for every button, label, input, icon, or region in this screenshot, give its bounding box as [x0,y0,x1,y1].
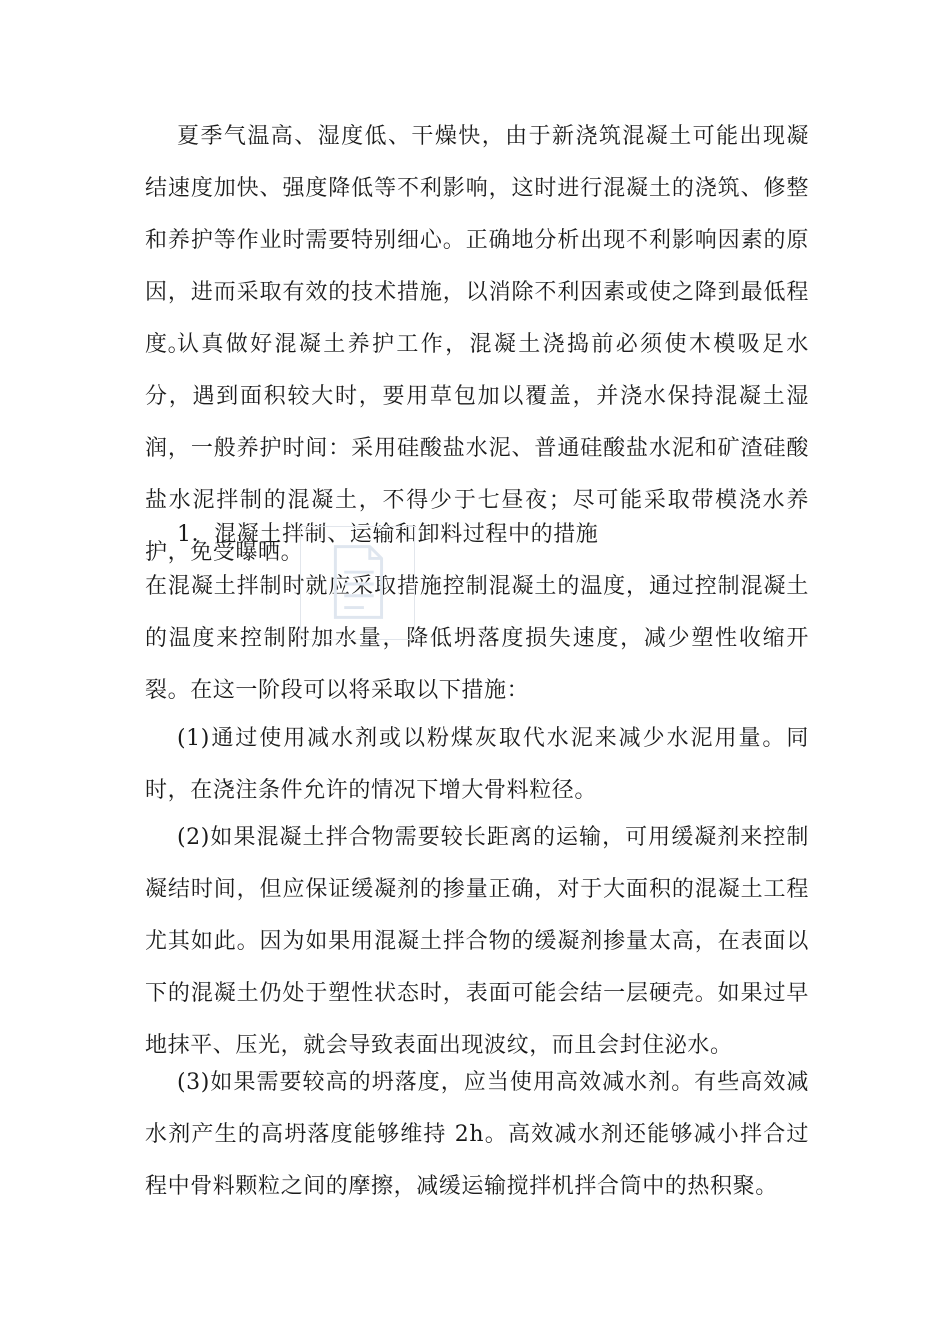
paragraph-measure-1: (1)通过使用减水剂或以粉煤灰取代水泥来减少水泥用量。同时，在浇注条件允许的情况下增大骨料粒径。 [145,726,809,803]
paragraph-measure-3: (3)如果需要较高的坍落度，应当使用高效减水剂。有些高效减水剂产生的高坍落度能够维持 2h。高效减水剂还能够减小拌合过程中骨料颗粒之间的摩擦，减缓运输搅拌机拌合筒中的热积聚。 [145,1070,809,1199]
section-heading: 1．混凝土拌制、运输和卸料过程中的措施 [177,522,599,547]
paragraph-curing: 认真做好混凝土养护工作，混凝土浇捣前必须使木模吸足水分，遇到面积较大时，要用草包加以覆盖，并浇水保持混凝土湿润，一般养护时间：采用硅酸盐水泥、普通硅酸盐水泥和矿渣硅酸盐水泥拌制的混凝土，不得少于七昼夜；尽可能采取带模浇水养护，免受曝晒。 [145,332,809,565]
paragraph-heat-effects: 夏季气温高、湿度低、干燥快，由于新浇筑混凝土可能出现凝结速度加快、强度降低等不利影响，这时进行混凝土的浇筑、修整和养护等作业时需要特别细心。正确地分析出现不利影响因素的原因，进而采取有效的技术措施，以消除不利因素或使之降到最低程度。 [145,124,809,357]
paragraph-mixing-control: 在混凝土拌制时就应采取措施控制混凝土的温度，通过控制混凝土的温度来控制附加水量，降低坍落度损失速度，减少塑性收缩开裂。在这一阶段可以将采取以下措施： [145,574,809,703]
paragraph-measure-2: (2)如果混凝土拌合物需要较长距离的运输，可用缓凝剂来控制凝结时间，但应保证缓凝剂的掺量正确，对于大面积的混凝土工程尤其如此。因为如果用混凝土拌合物的缓凝剂掺量太高，在表面以下的混凝土仍处于塑性状态时，表面可能会结一层硬壳。如果过早地抹平、压光，就会导致表面出现波纹，而且会封住泌水。 [145,825,809,1058]
